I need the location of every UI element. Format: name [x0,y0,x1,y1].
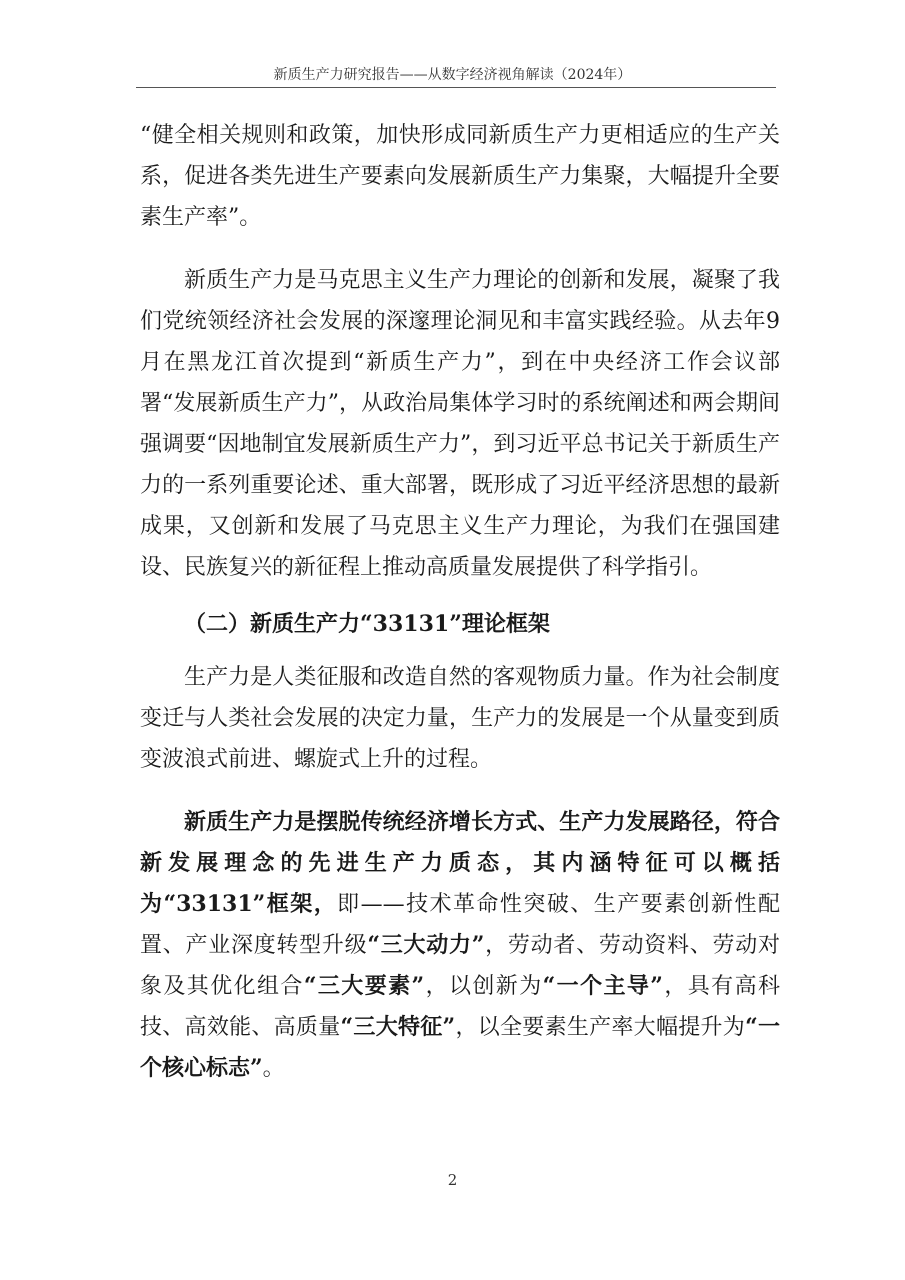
core-mark-bold: “一个核心标志” [140,1014,780,1081]
framework-text: ，以全要素生产率大幅提升为 [455,1015,746,1040]
paragraph-quote: “健全相关规则和政策，加快形成同新质生产力更相适应的生产关系，促进各类先进生产要素向发展新质生产力集聚，大幅提升全要素生产率”。 [140,123,780,230]
framework-text: ，具有高科技、高效能、高质量 [140,974,780,1040]
framework-text: ，劳动者、劳动资料、劳动对象及其优化组合 [140,933,780,999]
one-lead-bold: “一个主导” [542,973,663,999]
page-number: 2 [447,1171,458,1189]
paragraph-framework [140,802,780,1089]
running-header: 新质生产力研究报告——从数字经济视角解读（2024年） [273,67,632,83]
framework-text: ，以创新为 [424,974,543,999]
three-drivers-bold: “三大动力” [367,932,485,958]
three-features-bold: “三大特征” [340,1014,456,1040]
framework-text: 。 [262,1056,285,1081]
framework-lead-bold: 新质生产力是摆脱传统经济增长方式、生产力发展路径，符合新发展理念的先进生产力质态，其内涵特征可以概括为“33131”框架， [140,809,780,917]
paragraph-productivity: 生产力是人类征服和改造自然的客观物质力量。作为社会制度变迁与人类社会发展的决定力量，生产力的发展是一个从量变到质变波浪式前进、螺旋式上升的过程。 [140,665,780,772]
header-divider [136,87,776,88]
paragraph-theory: 新质生产力是马克思主义生产力理论的创新和发展，凝聚了我们党统领经济社会发展的深邃理论洞见和丰富实践经验。从去年9月在黑龙江首次提到“新质生产力”，到在中央经济工作会议部署“发展新质生产力”，从政治局集体学习时的系统阐述和两会期间强调要“因地制宜发展新质生产力”，到习近平总书记关于新质生产力的一系列重要论述、重大部署，既形成了习近平经济思想的最新成果，又创新和发展了马克思主义生产力理论，为我们在强国建设、民族复兴的新征程上推动高质量发展提供了科学指引。 [140,268,780,580]
three-elements-bold: “三大要素” [303,973,425,999]
page-body [140,115,780,1089]
section-heading: （二）新质生产力“33131”理论框架 [184,611,550,637]
framework-text: 即——技术革命性突破、生产要素创新性配置、产业深度转型升级 [140,892,780,958]
